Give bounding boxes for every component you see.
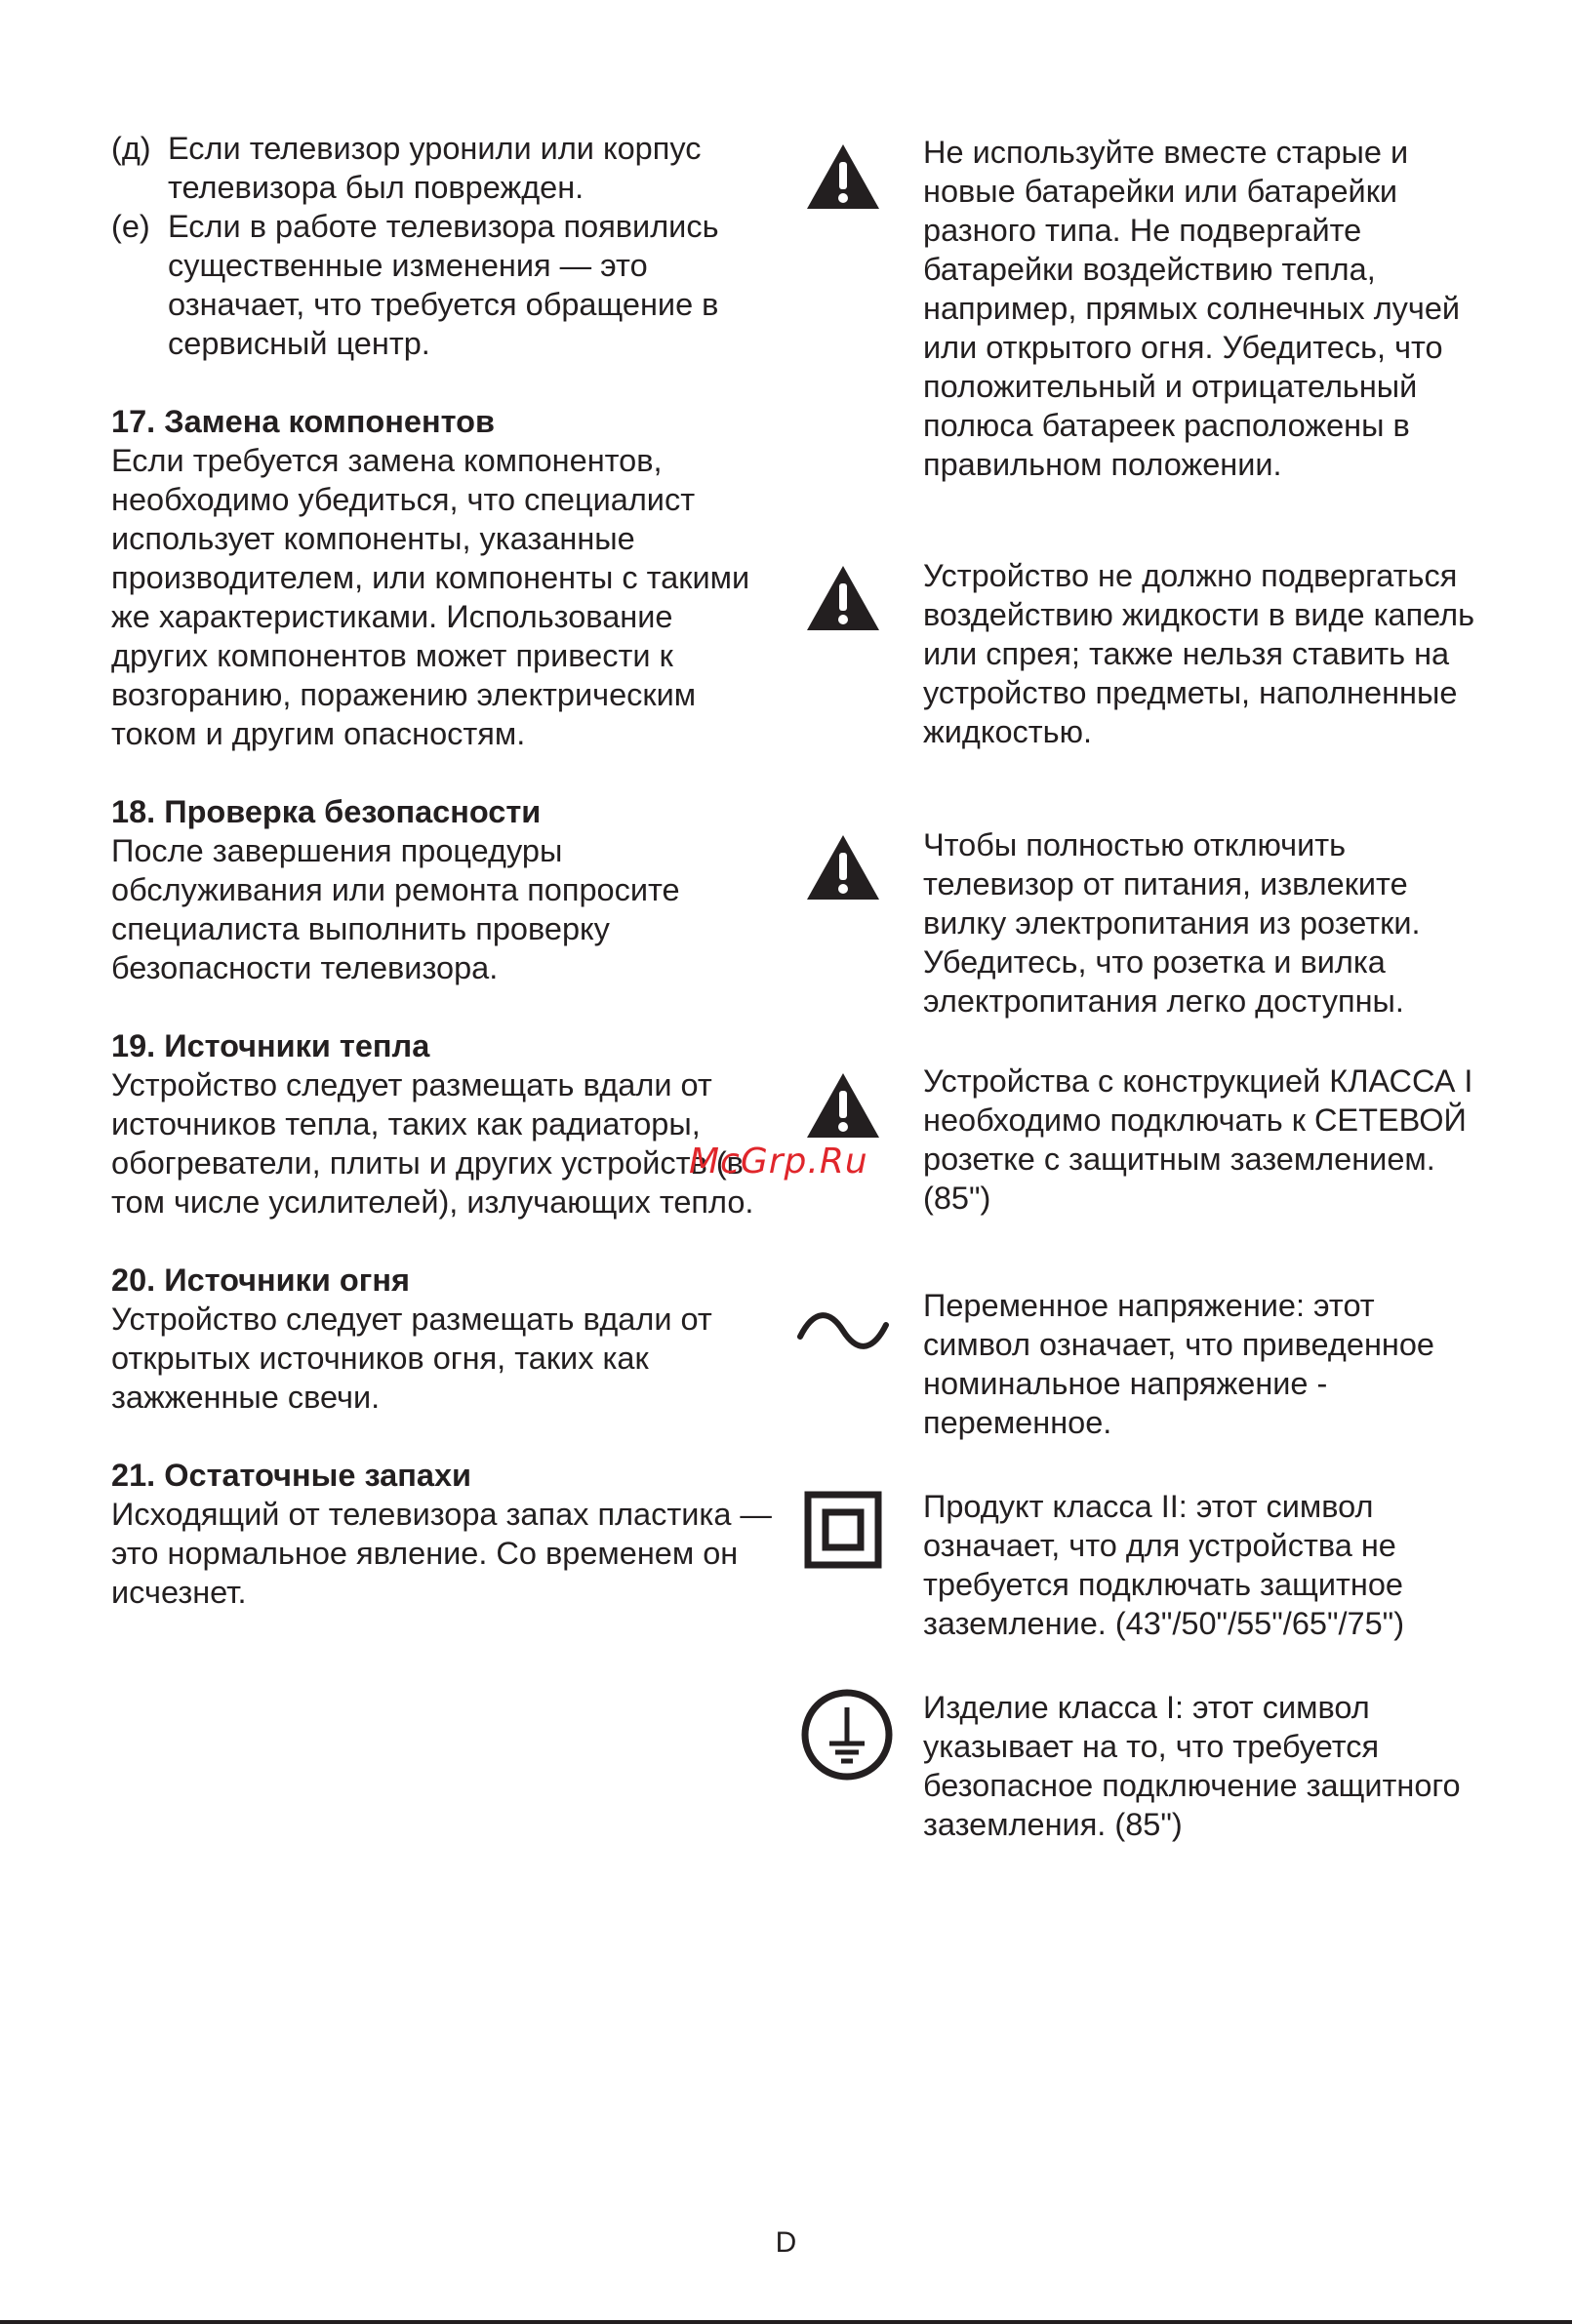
watermark: McGrp.Ru xyxy=(689,1142,868,1182)
note-text: Переменное напряжение: этот символ означает, что приведенное номинальное напряжение - переменное. xyxy=(923,1288,1434,1440)
section-heading: 20. Источники огня xyxy=(111,1262,410,1298)
list-item xyxy=(111,129,775,207)
note-text: Не используйте вместе старые и новые батарейки или батарейки разного типа. Не подвергайте батарейки воздействию тепла, например, прямых солнечных лучей или открытого огня. Убедитесь, что положительный и отрицательный полюса батареек расположены в правильном положении. xyxy=(923,135,1461,482)
section-heat-sources xyxy=(111,1026,775,1222)
section-heading: 19. Источники тепла xyxy=(111,1028,430,1063)
class-ii-icon xyxy=(804,1491,882,1569)
note-text: Продукт класса II: этот символ означает, что для устройства не требуется подключать защитное заземление. (43"/50"/55"/65"/75") xyxy=(923,1489,1405,1641)
warning-icon xyxy=(804,1069,882,1147)
section-heading: 17. Замена компонентов xyxy=(111,404,495,439)
note-text: Устройство не должно подвергаться воздействию жидкости в виде капель или спрея; также нельзя ставить на устройство предметы, наполненные жидкостью. xyxy=(923,558,1475,749)
section-body: После завершения процедуры обслуживания или ремонта попросите специалиста выполнить проверку безопасности телевизора. xyxy=(111,833,680,985)
section-safety-check xyxy=(111,792,775,987)
section-body: Если требуется замена компонентов, необходимо убедиться, что специалист использует компоненты, указанные производителем, или компоненты с такими же характеристиками. Использование других компонентов может привести к возгоранию, поражению электрическим током и другим опасностям. xyxy=(111,443,750,751)
left-column xyxy=(111,129,775,1612)
list-text: Если в работе телевизора появились существенные изменения — это означает, что требуется обращение в сервисный центр. xyxy=(168,209,719,361)
warning-icon xyxy=(804,831,882,909)
ac-voltage-icon xyxy=(796,1292,890,1370)
note-text: Изделие класса I: этот символ указывает на то, что требуется безопасное подключение защитного заземления. (85") xyxy=(923,1690,1461,1842)
bottom-divider xyxy=(0,2320,1572,2324)
section-heading: 18. Проверка безопасности xyxy=(111,794,542,829)
section-body: Устройство следует размещать вдали от открытых источников огня, таких как зажженные свечи. xyxy=(111,1302,712,1415)
warning-icon xyxy=(804,140,882,219)
list-item xyxy=(111,207,775,363)
section-fire-sources xyxy=(111,1261,775,1417)
warning-icon xyxy=(804,562,882,640)
section-body: Устройство следует размещать вдали от источников тепла, таких как радиаторы, обогреватели, плиты и других устройств (в том числе усилителей), излучающих тепло. xyxy=(111,1067,754,1220)
list-marker: (е) xyxy=(111,209,150,244)
page-number: D xyxy=(775,2226,797,2259)
list-marker: (д) xyxy=(111,131,151,166)
note-text: Чтобы полностью отключить телевизор от питания, извлеките вилку электропитания из розетки. Убедитесь, что розетка и вилка электропитания легко доступны. xyxy=(923,827,1421,1019)
section-heading: 21. Остаточные запахи xyxy=(111,1458,472,1493)
protective-earth-icon xyxy=(800,1688,894,1782)
section-odors xyxy=(111,1456,775,1612)
section-body: Исходящий от телевизора запах пластика — это нормальное явление. Со временем он исчезнет. xyxy=(111,1497,772,1610)
section-components xyxy=(111,402,775,753)
list-text: Если телевизор уронили или корпус телевизора был поврежден. xyxy=(168,131,702,205)
note-text: Устройства с конструкцией КЛАССА I необходимо подключать к СЕТЕВОЙ розетке с защитным заземлением. (85") xyxy=(923,1063,1473,1216)
